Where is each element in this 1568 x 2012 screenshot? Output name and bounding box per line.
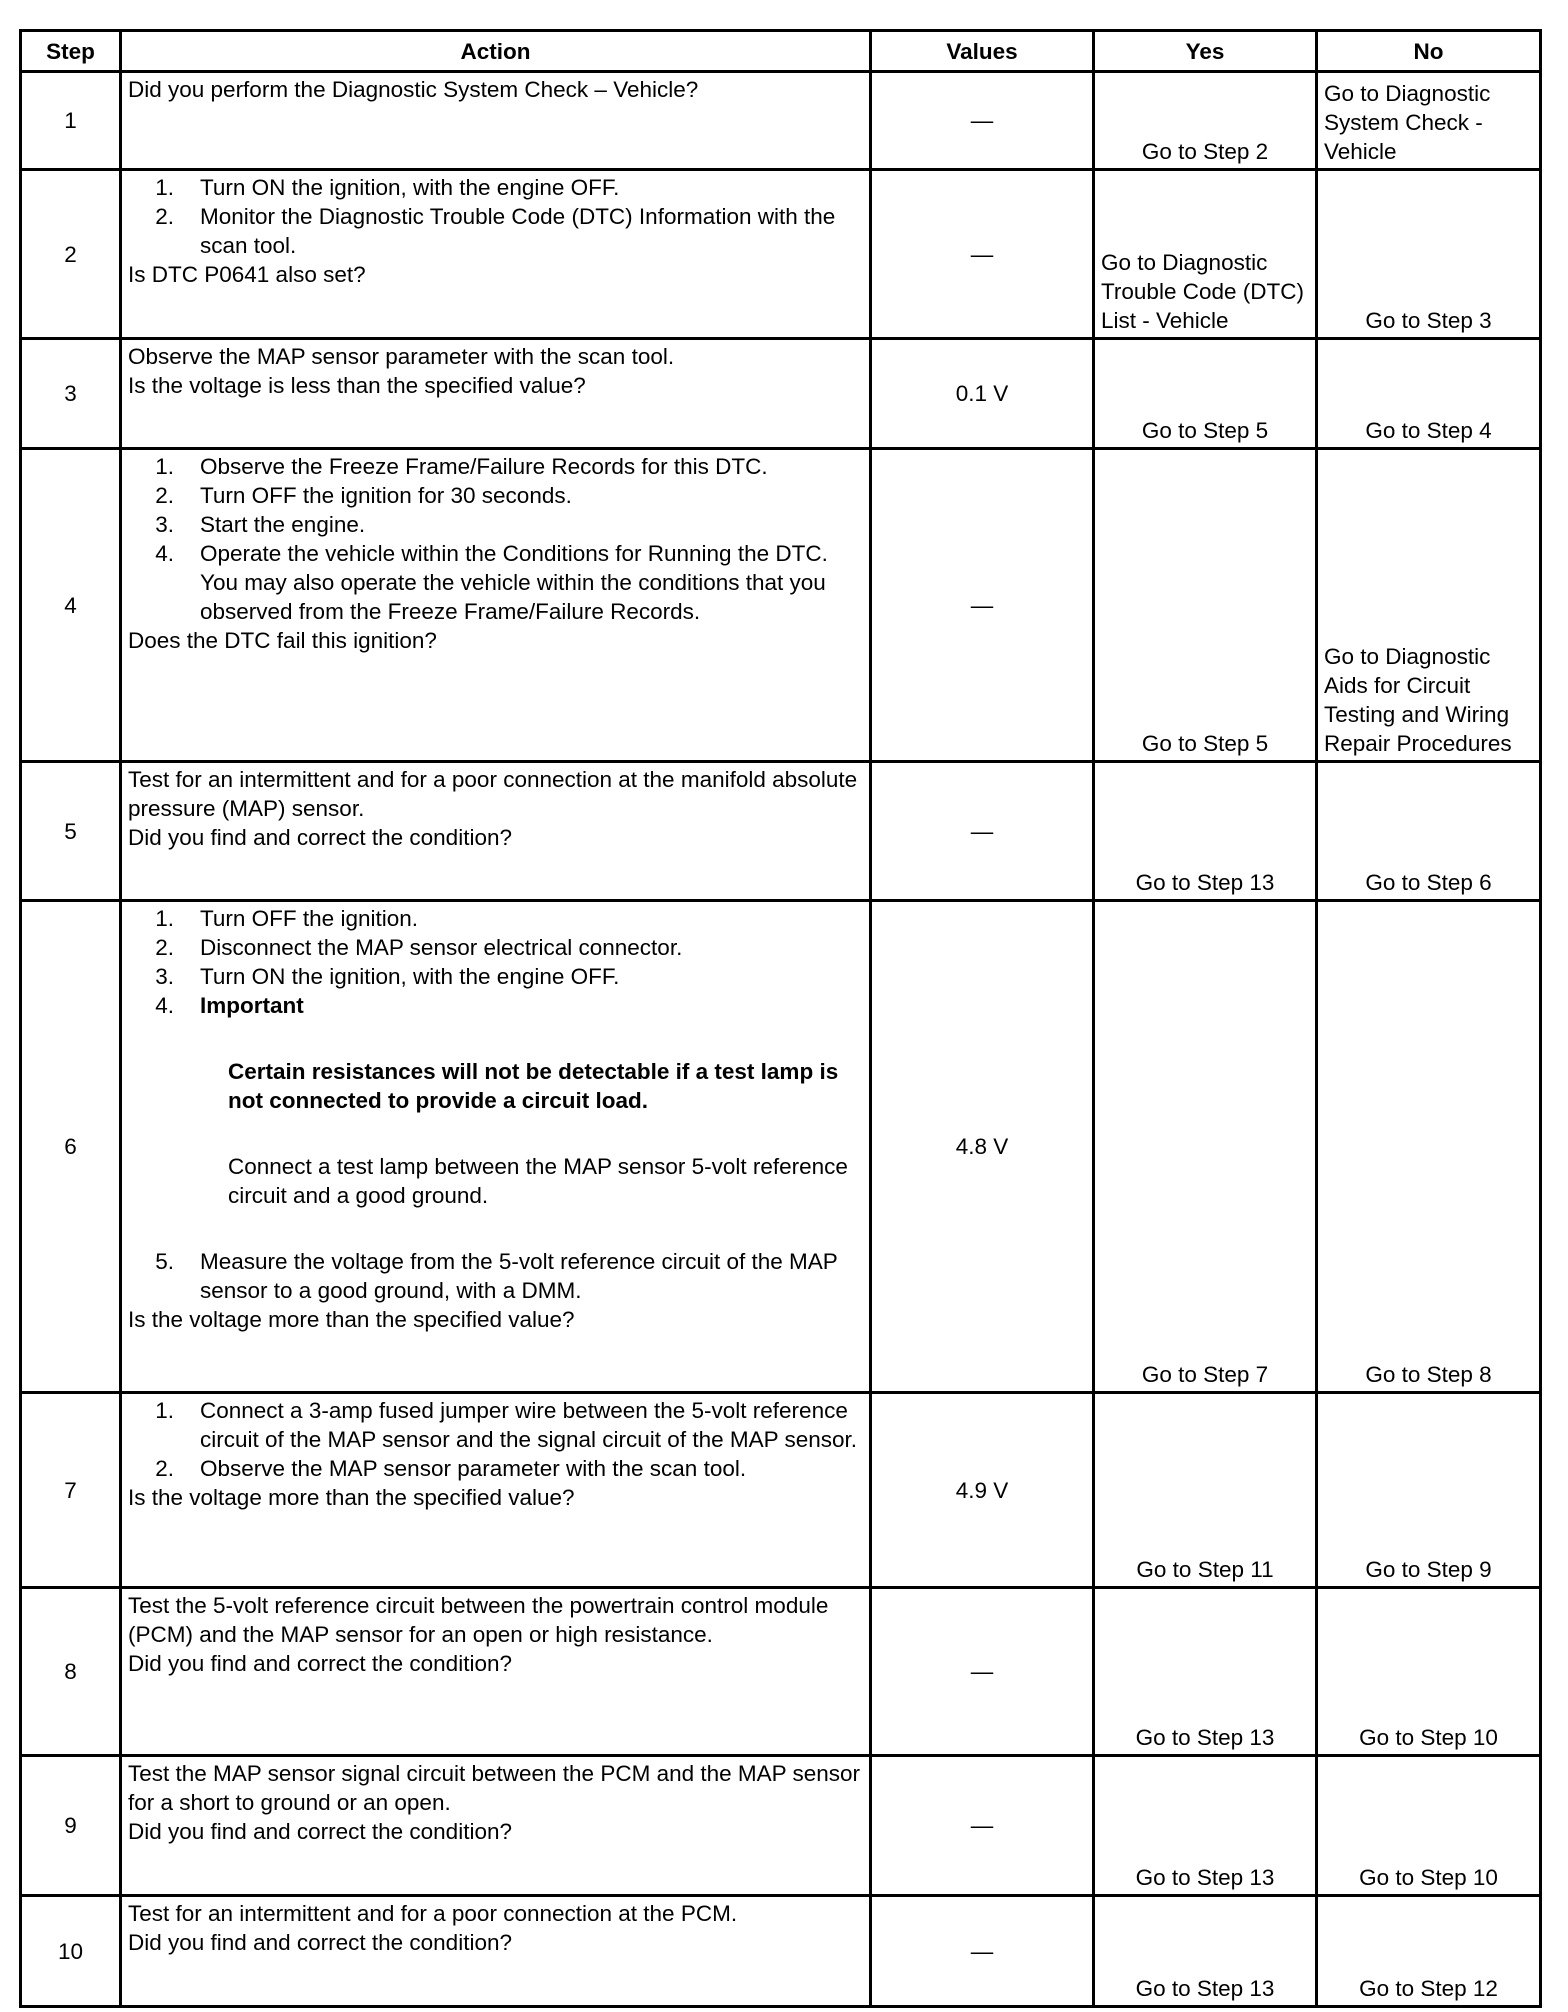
value-cell: — [871, 762, 1094, 901]
step-number: 2 [21, 170, 121, 339]
no-outcome: Go to Step 10 [1359, 1865, 1498, 1890]
action-step: 4. Operate the vehicle within the Conditions for Running the DTC. You may also operate the vehicle within the conditions that you observed from the Freeze Frame/Failure Records. [155, 541, 828, 624]
yes-outcome: Go to Step 2 [1141, 139, 1269, 164]
header-yes: Yes [1094, 31, 1317, 72]
action-question: Is DTC P0641 also set? [128, 262, 366, 287]
table-row [21, 449, 1541, 762]
no-cell [1317, 762, 1541, 901]
no-cell [1317, 901, 1541, 1393]
yes-cell [1094, 1896, 1317, 2007]
table-row [21, 1756, 1541, 1896]
step-number: 8 [21, 1588, 121, 1756]
important-action: Connect a test lamp between the MAP sensor 5-volt reference circuit and a good ground. [228, 1154, 848, 1208]
value-cell: — [871, 1756, 1094, 1896]
action-cell [121, 339, 871, 449]
yes-cell [1094, 1588, 1317, 1756]
action-step: 2. Disconnect the MAP sensor electrical connector. [155, 935, 683, 960]
yes-cell [1094, 449, 1317, 762]
value-cell: — [871, 1896, 1094, 2007]
table-row [21, 762, 1541, 901]
action-cell [121, 762, 871, 901]
action-intro: Test the MAP sensor signal circuit between the PCM and the MAP sensor for a short to ground or an open. [128, 1761, 861, 1815]
yes-outcome: Go to Step 13 [1135, 870, 1275, 895]
table-row [21, 1393, 1541, 1588]
action-step: 3. Start the engine. [155, 512, 366, 537]
table-row [21, 1896, 1541, 2007]
value-cell: 0.1 V [871, 339, 1094, 449]
yes-cell [1094, 339, 1317, 449]
action-question: Did you perform the Diagnostic System Check – Vehicle? [128, 77, 699, 102]
action-step: 2. Monitor the Diagnostic Trouble Code (DTC) Information with the scan tool. [155, 204, 836, 258]
diagnostic-table [19, 29, 1542, 2008]
action-cell [121, 1896, 871, 2007]
value-cell: — [871, 170, 1094, 339]
important-note: Certain resistances will not be detectable if a test lamp is not connected to provide a circuit load. [228, 1059, 839, 1113]
action-step: 3. Turn ON the ignition, with the engine OFF. [155, 964, 620, 989]
action-question: Did you find and correct the condition? [128, 825, 512, 850]
no-cell [1317, 1756, 1541, 1896]
step-number: 10 [21, 1896, 121, 2007]
no-cell [1317, 1588, 1541, 1756]
action-question: Did you find and correct the condition? [128, 1819, 512, 1844]
header-step: Step [21, 31, 121, 72]
action-step: 1. Observe the Freeze Frame/Failure Records for this DTC. [155, 454, 768, 479]
action-question: Is the voltage more than the specified value? [128, 1485, 575, 1510]
step-number: 1 [21, 72, 121, 170]
yes-cell [1094, 901, 1317, 1393]
yes-outcome: Go to Step 5 [1141, 418, 1269, 443]
step-number: 4 [21, 449, 121, 762]
action-cell [121, 1756, 871, 1896]
action-step: 4. Important [155, 993, 304, 1018]
value-cell: — [871, 449, 1094, 762]
table-row [21, 1588, 1541, 1756]
action-cell [121, 170, 871, 339]
yes-outcome: Go to Step 5 [1141, 731, 1269, 756]
action-step: 1. Turn ON the ignition, with the engine OFF. [155, 175, 620, 200]
yes-cell [1094, 170, 1317, 339]
action-question: Did you find and correct the condition? [128, 1930, 512, 1955]
step-number: 5 [21, 762, 121, 901]
step-number: 6 [21, 901, 121, 1393]
action-step: 2. Observe the MAP sensor parameter with the scan tool. [155, 1456, 747, 1481]
step-number: 7 [21, 1393, 121, 1588]
no-outcome: Go to Step 4 [1365, 418, 1492, 443]
no-outcome: Go to Diagnostic System Check - Vehicle [1324, 81, 1491, 164]
action-question: Does the DTC fail this ignition? [128, 628, 437, 653]
no-outcome: Go to Diagnostic Aids for Circuit Testing and Wiring Repair Procedures [1324, 644, 1512, 756]
action-cell [121, 72, 871, 170]
header-values: Values [871, 31, 1094, 72]
action-step: 1. Turn OFF the ignition. [155, 906, 419, 931]
no-cell [1317, 1896, 1541, 2007]
yes-outcome: Go to Step 7 [1141, 1362, 1269, 1387]
action-intro: Test for an intermittent and for a poor connection at the PCM. [128, 1901, 738, 1926]
action-cell [121, 1588, 871, 1756]
yes-outcome: Go to Step 13 [1135, 1865, 1275, 1890]
no-outcome: Go to Step 6 [1365, 870, 1492, 895]
yes-outcome: Go to Step 13 [1135, 1976, 1275, 2001]
no-cell [1317, 72, 1541, 170]
action-question: Is the voltage is less than the specified value? [128, 373, 586, 398]
yes-cell [1094, 1393, 1317, 1588]
no-cell [1317, 170, 1541, 339]
value-cell: — [871, 72, 1094, 170]
yes-outcome: Go to Step 11 [1136, 1557, 1274, 1582]
action-step: 2. Turn OFF the ignition for 30 seconds. [155, 483, 572, 508]
step-number: 9 [21, 1756, 121, 1896]
yes-cell [1094, 762, 1317, 901]
step-number: 3 [21, 339, 121, 449]
action-step: 5. Measure the voltage from the 5-volt reference circuit of the MAP sensor to a good ground, with a DMM. [155, 1249, 838, 1303]
action-cell [121, 901, 871, 1393]
action-intro: Test for an intermittent and for a poor connection at the manifold absolute pressure (MAP) sensor. [128, 767, 858, 821]
no-outcome: Go to Step 3 [1365, 308, 1492, 333]
no-outcome: Go to Step 10 [1359, 1725, 1498, 1750]
no-cell [1317, 339, 1541, 449]
value-cell: 4.9 V [871, 1393, 1094, 1588]
action-question: Did you find and correct the condition? [128, 1651, 512, 1676]
action-intro: Test the 5-volt reference circuit between the powertrain control module (PCM) and the MAP sensor for an open or high resistance. [128, 1593, 829, 1647]
no-outcome: Go to Step 12 [1359, 1976, 1498, 2001]
yes-cell [1094, 1756, 1317, 1896]
yes-outcome: Go to Step 13 [1135, 1725, 1275, 1750]
table-row [21, 72, 1541, 170]
value-cell: — [871, 1588, 1094, 1756]
header-action: Action [121, 31, 871, 72]
action-cell [121, 449, 871, 762]
table-row [21, 339, 1541, 449]
action-intro: Observe the MAP sensor parameter with the scan tool. [128, 344, 675, 369]
header-row [21, 31, 1541, 72]
yes-cell [1094, 72, 1317, 170]
action-question: Is the voltage more than the specified value? [128, 1307, 575, 1332]
action-step: 1. Connect a 3-amp fused jumper wire between the 5-volt reference circuit of the MAP sensor and the signal circuit of the MAP sensor. [155, 1398, 857, 1452]
table-row [21, 901, 1541, 1393]
table-row [21, 170, 1541, 339]
no-outcome: Go to Step 9 [1365, 1557, 1492, 1582]
no-cell [1317, 449, 1541, 762]
header-no: No [1317, 31, 1541, 72]
no-outcome: Go to Step 8 [1365, 1362, 1492, 1387]
action-cell [121, 1393, 871, 1588]
yes-outcome: Go to Diagnostic Trouble Code (DTC) List - Vehicle [1101, 250, 1304, 333]
no-cell [1317, 1393, 1541, 1588]
value-cell: 4.8 V [871, 901, 1094, 1393]
